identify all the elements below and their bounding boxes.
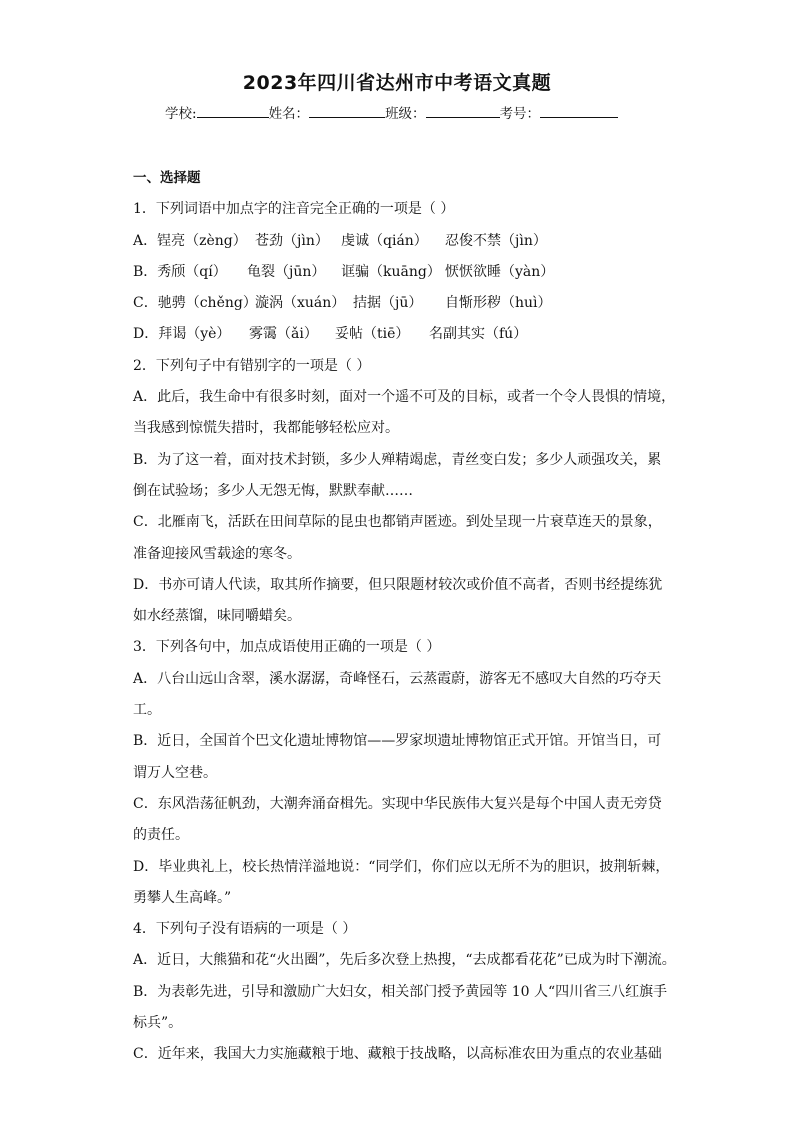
class-blank[interactable] <box>426 103 500 118</box>
q3-line-1: A．八台山远山含翠，溪水潺潺，奇峰怪石，云蒸霞蔚，游客无不感叹大自然的巧夺天 <box>133 670 662 687</box>
q1-a-1: A．锃亮（zèng） <box>133 232 247 249</box>
page-title: 2023年四川省达州市中考语文真题 <box>242 72 552 94</box>
q2-line-1: A．此后，我生命中有很多时刻，面对一个遥不可及的目标，或者一个令人畏惧的情境， <box>133 389 676 406</box>
q1-option-c <box>133 288 673 319</box>
q1-option-a <box>133 226 673 257</box>
q1-d-2: 雾霭（ǎi） <box>249 326 318 343</box>
name-blank[interactable] <box>309 103 385 118</box>
q2-line-8: 如水经蒸馏，味同嚼蜡矣。 <box>133 608 301 625</box>
q1-option-b <box>133 257 673 288</box>
q1-c-3: 拮据（jū） <box>353 295 423 312</box>
q1-d-1: D．拜谒（yè） <box>133 326 231 343</box>
q3-line-8: 勇攀人生高峰。” <box>133 889 232 906</box>
q1-d-4: 名副其实（fú） <box>429 326 528 343</box>
q2-line-6: 准备迎接风雪载途的寒冬。 <box>133 545 301 562</box>
q2-line-5: C．北雁南飞，活跃在田间草际的昆虫也都销声匿迹。到处呈现一片衰草连天的景象， <box>133 514 662 531</box>
school-blank[interactable] <box>197 103 269 118</box>
q3-line-5: C．东风浩荡征帆劲，大潮奔涌奋楫先。实现中华民族伟大复兴是每个中国人责无旁贷 <box>133 795 662 812</box>
q3-line-3: B．近日，全国首个巴文化遗址博物馆——罗家坝遗址博物馆正式开馆。开馆当日，可 <box>133 733 662 750</box>
q4-line-4: C．近年来，我国大力实施藏粮于地、藏粮于技战略，以高标准农田为重点的农业基础 <box>133 1046 662 1063</box>
section-heading: 一、选择题 <box>133 170 201 186</box>
q3-line-7: D．毕业典礼上，校长热情洋溢地说：“同学们，你们应以无所不为的胆识，披荆斩棘， <box>133 858 670 875</box>
q2-stem: 2．下列句子中有错别字的一项是（ ） <box>133 357 371 374</box>
q1-c-4: 自惭形秽（huì） <box>445 295 552 312</box>
q3-stem: 3．下列各句中，加点成语使用正确的一项是（ ） <box>133 639 441 656</box>
q3-line-2: 工。 <box>133 702 161 719</box>
q2-line-7: D．书亦可请人代读，取其所作摘要，但只限题材较次或价值不高者，否则书经提练犹 <box>133 576 663 593</box>
q1-b-2: 龟裂（jūn） <box>247 263 326 280</box>
q1-option-d <box>133 319 673 350</box>
q2-line-2: 当我感到惊慌失措时，我都能够轻松应对。 <box>133 420 399 437</box>
name-label: 姓名： <box>268 106 310 122</box>
q1-b-3: 诓骗（kuāng） <box>341 263 441 280</box>
q4-line-2: B．为表彰先进，引导和激励广大妇女，相关部门授予黄园等 10 人“四川省三八红旗手 <box>133 983 668 1000</box>
exam-no-blank[interactable] <box>540 103 618 118</box>
q3-line-6: 的责任。 <box>133 827 189 844</box>
exam-no-label: 考号： <box>499 106 541 122</box>
q1-c-1: C．驰骋（chěng） <box>133 295 257 312</box>
q1-b-1: B．秀颀（qí） <box>133 263 227 280</box>
school-label: 学校: <box>165 106 197 122</box>
q4-line-3: 标兵”。 <box>133 1015 183 1032</box>
q1-d-3: 妥帖（tiē） <box>335 326 410 343</box>
class-label: 班级： <box>385 106 426 122</box>
q3-line-4: 谓万人空巷。 <box>133 764 217 781</box>
student-info-line <box>165 102 618 122</box>
q4-stem: 4．下列句子没有语病的一项是（ ） <box>133 921 357 938</box>
q1-c-2: 漩涡（xuán） <box>255 295 346 312</box>
q1-a-2: 苍劲（jìn） <box>255 232 329 249</box>
q4-line-1: A．近日，大熊猫和花“火出圈”，先后多次登上热搜，“去成都看花花”已成为时下潮流。 <box>133 952 676 969</box>
question-content <box>133 163 676 1071</box>
q2-line-4: 倒在试验场；多少人无怨无悔，默默奉献…… <box>133 482 413 499</box>
q1-stem: 1．下列词语中加点字的注音完全正确的一项是（ ） <box>133 201 455 218</box>
q1-b-4: 恹恹欲睡（yàn） <box>445 263 555 280</box>
q2-line-3: B．为了这一着，面对技术封锁，多少人殚精竭虑，青丝变白发；多少人顽强攻关，累 <box>133 451 662 468</box>
q1-a-3: 虔诚（qián） <box>341 232 428 249</box>
q1-a-4: 忍俊不禁（jìn） <box>445 232 547 249</box>
